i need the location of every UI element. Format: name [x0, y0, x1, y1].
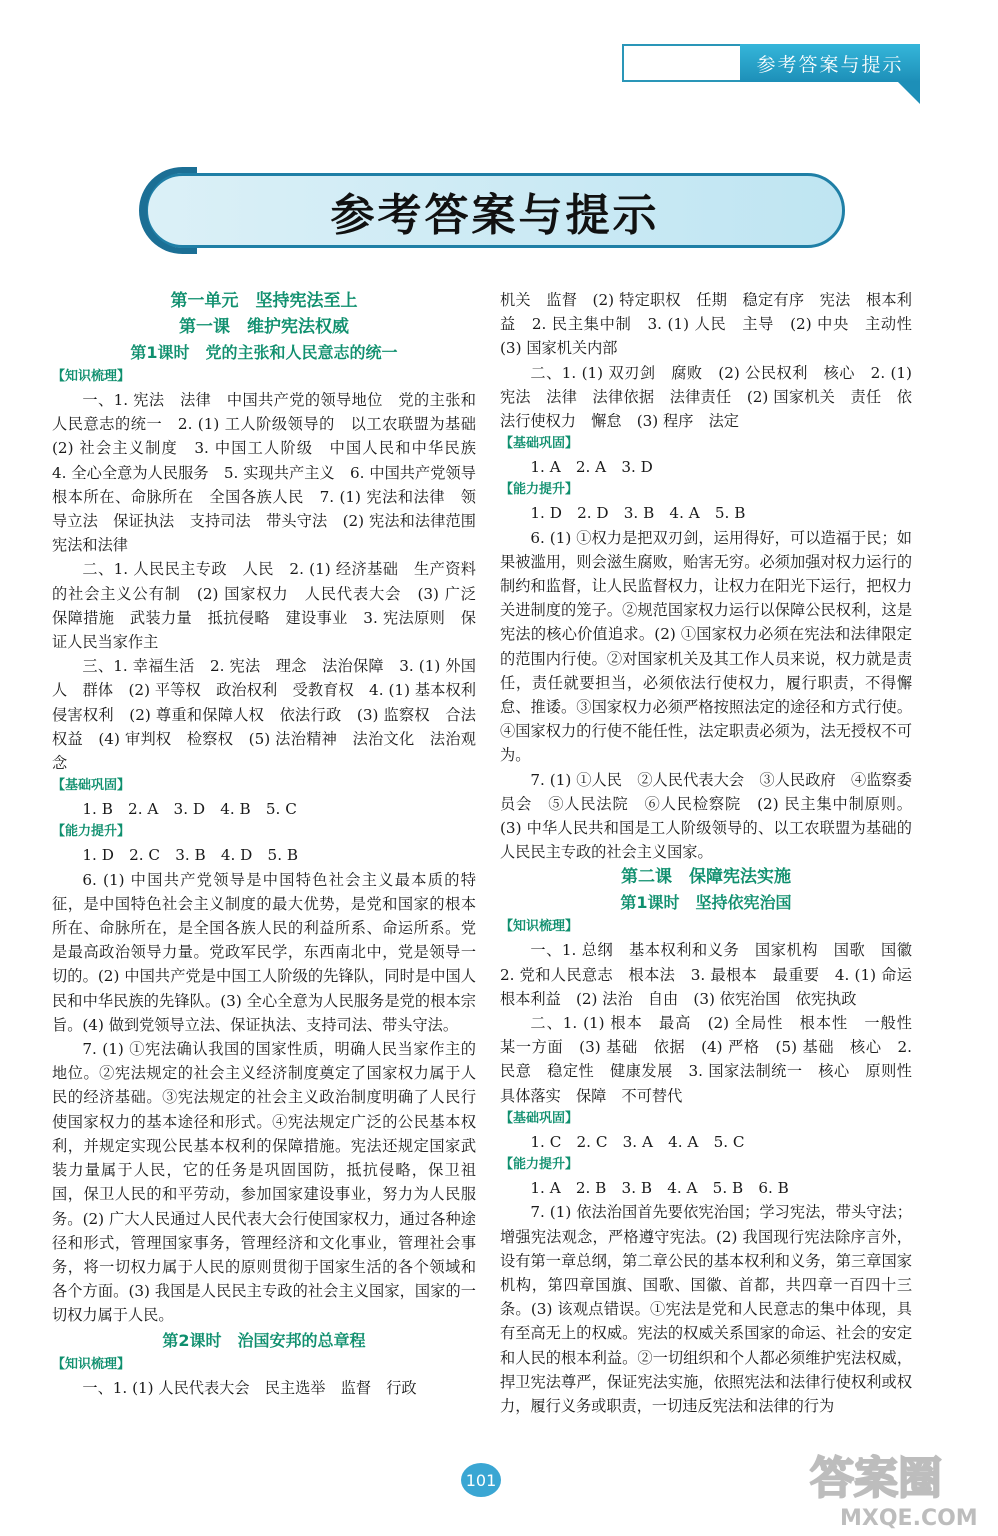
answer-paragraph: 7. (1) ①宪法确认我国的国家性质，明确人民当家作主的地位。②宪法规定的社会主义经济制度奠定了国家权力属于人民的经济基础。③宪法规定的社会主义政治制度明确了人民行使国家权力的基本途径和形式。④宪法规定广泛的公民基本权利，并规定实现公民基本权利的保障措施。宪法还规定国家武装力量属于人民，它的任务是巩固国防，抵抗侵略，保卫祖国，保卫人民的和平劳动，参加国家建设事业，努力为人民服务。(2) 广大人民通过人民代表大会行使国家权力，通过各种途径和形式，管理国家事务，管理经济和文化事业，管理社会事务，将一切权力属于人民的原则贯彻于国家生活的各个领域和各个方面。(3) 我国是人民民主专政的社会主义国家，国家的一切权力属于人民。 — [52, 1040, 476, 1325]
answer-paragraph: 三、1. 幸福生活 2. 宪法 理念 法治保障 3. (1) 外国人 群体 (2) 平等权 政治权利 受教育权 4. (1) 基本权利 侵害权利 (2) 尊重和保障人权 依法行政 (3) 监察权 合法权益 (4) 审判权 检察权 (5) 法治精神 法治文化 法治观念 — [52, 657, 492, 773]
answer-paragraph: 7. (1) ①人民 ②人民代表大会 ③人民政府 ④监察委员会 ⑤人民法院 ⑥人民检察院 (2) 民主集中制原则。(3) 中华人民共和国是工人阶级领导的、以工农联盟为基础的人民民主专政的社会主义国家。 — [500, 770, 912, 862]
period-heading: 第1课时 坚持依宪治国 — [620, 893, 792, 913]
svg-text:MXQE.COM: MXQE.COM — [840, 1506, 978, 1531]
answer-paragraph: 一、1. 总纲 基本权利和义务 国家机构 国歌 国徽 2. 党和人民意志 根本法 3. 最根本 最重要 4. (1) 命运 根本利益 (2) 法治 自由 (3) 依宪治国 依宪执政 — [500, 941, 928, 1008]
header-tab — [622, 44, 920, 104]
answer-paragraph: 二、1. (1) 根本 最高 (2) 全局性 根本性 一般性 某一方面 (3) 基础 依据 (4) 严格 (5) 基础 核心 2. 民意 稳定性 健康发展 3. 国家法制统一 核心 原则性 具体落实 保障 不可替代 — [500, 1014, 928, 1105]
lesson-heading: 第二课 保障宪法实施 — [621, 867, 791, 888]
period-heading: 第2课时 治国安邦的总章程 — [162, 1330, 366, 1350]
answer-paragraph: 7. (1) 依法治国首先要依宪治国；学习宪法，带头守法；增强宪法观念，严格遵守宪法。(2) 我国现行宪法除序言外，设有第一章总纲，第二章公民的基本权利和义务，第三章国家机构，第四章国旗、国歌、国徽、首都，共四章一百四十三条。(3) 该观点错误。①宪法是党和人民意志的集中体现，具有至高无上的权威。宪法的权威关系国家的命运、社会的安定和人民的根本利益。②一切组织和个人都必须维护宪法权威，捍卫宪法尊严，保证宪法实施，依照宪法和法律行使权利或权力，履行义务或职责，一切违反宪法和法律的行为 — [500, 1203, 912, 1415]
answer-paragraph: 二、1. (1) 双刃剑 腐败 (2) 公民权利 核心 2. (1) 宪法 法律 法律依据 法律责任 (2) 国家机关 责任 依法行使权力 懈怠 (3) 程序 法定 — [500, 363, 912, 431]
answer-paragraph: 一、1. (1) 人民代表大会 民主选举 监督 行政 — [82, 1378, 417, 1397]
answer-paragraph: 1. A 2. B 3. B 4. A 5. B 6. B — [530, 1179, 789, 1198]
answer-paragraph: 一、1. 宪法 法律 中国共产党的领导地位 党的主张和人民意志的统一 2. (1) 工人阶级领导的 以工农联盟为基础 (2) 社会主义制度 3. 中国工人阶级 中国人民和中华民族 4. 全心全意为人民服务 5. 实现共产主义 6. 中国共产党领导 根本所在、命脉所在 全国各族人民 7. (1) 宪法和法律 领导立法 保证执法 支持司法 带头守法 (2) 宪法和法律范围 宪法和法律 — [52, 391, 492, 555]
answer-paragraph: 1. A 2. A 3. D — [530, 458, 653, 477]
unit-heading: 第一单元 坚持宪法至上 — [170, 291, 358, 311]
watermark-logo — [800, 1445, 990, 1533]
period-heading: 第1课时 党的主张和人民意志的统一 — [130, 343, 398, 362]
answer-paragraph: 机关 监督 (2) 特定职权 任期 稳定有序 宪法 根本利益 2. 民主集中制 3. (1) 人民 主导 (2) 中央 主动性 (3) 国家机关内部 — [500, 291, 928, 358]
section-tag: 【基础巩固】 — [52, 778, 131, 794]
page-title: 参考答案与提示 — [330, 189, 660, 241]
answer-paragraph: 6. (1) 中国共产党领导是中国特色社会主义最本质的特征，是中国特色社会主义制度的最大优势，是党和国家的根本所在、命脉所在，是全国各族人民的利益所系、命运所系。党是最高政治领导力量。党政军民学，东西南北中，党是领导一切的。(2) 中国共产党是中国工人阶级的先锋队，同时是中国人民和中华民族的先锋队。(3) 全心全意为人民服务是党的根本宗旨。(4) 做到党领导立法、保证执法、支持司法、带头守法。 — [52, 870, 476, 1034]
section-tag: 【基础巩固】 — [500, 1110, 579, 1126]
svg-text:答案圈: 答案圈 — [810, 1453, 942, 1504]
title-banner — [145, 173, 845, 248]
section-tag: 【能力提升】 — [500, 1157, 579, 1173]
header-tab-tail — [898, 82, 920, 104]
page-number: 101 — [461, 1463, 501, 1497]
answer-paragraph: 二、1. 人民民主专政 人民 2. (1) 经济基础 生产资料的社会主义公有制 (2) 国家权力 人民代表大会 (3) 广泛 保障措施 武装力量 抵抗侵略 建设事业 3. 宪法原则 保证人民当家作主 — [52, 560, 492, 652]
section-tag: 【知识梳理】 — [52, 369, 131, 384]
section-tag: 【能力提升】 — [500, 482, 579, 498]
answer-paragraph: 1. C 2. C 3. A 4. A 5. C — [530, 1132, 745, 1151]
answer-paragraph: 6. (1) ①权力是把双刃剑，运用得好，可以造福于民；如果被滥用，则会滋生腐败，贻害无穷。必须加强对权力运行的制约和监督，让人民监督权力，让权力在阳光下运行，把权力关进制度的笼子。②规范国家权力运行以保障公民权利，这是宪法的核心价值追求。(2) ①国家权力必须在宪法和法律限定的范围内行使。②对国家机关及其工作人员来说，权力就是责任，责任就要担当，必须依法行使权力，履行职责，不得懈怠、推诿。③国家权力必须严格按照法定的途径和方式行使。④国家权力的行使不能任性，法定职责必须为，法无授权不可为。 — [500, 528, 912, 765]
section-tag: 【知识梳理】 — [52, 1356, 131, 1372]
answer-paragraph: 1. D 2. C 3. B 4. D 5. B — [82, 846, 299, 865]
left-column — [52, 288, 492, 1400]
answer-paragraph: 1. B 2. A 3. D 4. B 5. C — [82, 800, 297, 819]
right-column — [500, 288, 928, 1418]
section-tag: 【能力提升】 — [52, 824, 131, 840]
section-tag: 【知识梳理】 — [500, 919, 579, 935]
section-tag: 【基础巩固】 — [500, 436, 579, 452]
answer-paragraph: 1. D 2. D 3. B 4. A 5. B — [530, 504, 746, 523]
lesson-heading: 第一课 维护宪法权威 — [179, 317, 349, 337]
header-tab-label: 参考答案与提示 — [740, 44, 920, 82]
